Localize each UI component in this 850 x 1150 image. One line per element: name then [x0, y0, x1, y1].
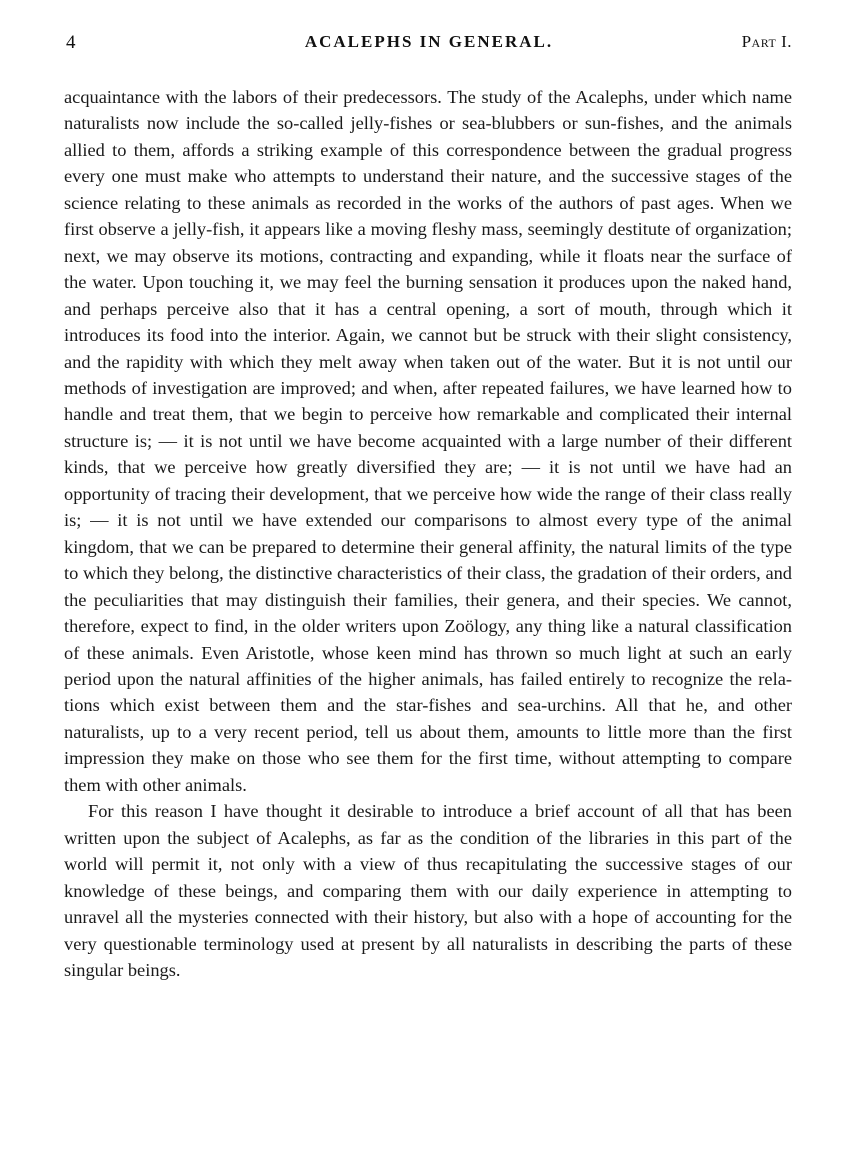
page-number: 4	[66, 32, 76, 53]
paragraph-continued: acquaintance with the labors of their predecessors. The study of the Acalephs, under which name naturalists now include the so-called jelly-fishes or sea-blubbers or sun-fishes, and the animals allied to them, affords a striking example of this correspondence between the gradual progress every one must make who attempts to understand their nature, and the successive stages of the science relating to these animals as recorded in the works of the authors of past ages. When we first observe a jelly-fish, it appears like a moving fleshy mass, seemingly destitute of organization; next, we may observe its motions, contracting and expanding, while it floats near the surface of the water. Upon touching it, we may feel the burning sensation it produces upon the naked hand, and perhaps perceive also that it has a central opening, a sort of mouth, through which it introduces its food into the interior. Again, we cannot but be struck with their slight consistency, and the rapidity with which they melt away when taken out of the water. But it is not until our methods of investigation are improved; and when, after repeated failures, we have learned how to handle and treat them, that we begin to perceive how remarkable and complicated their internal structure is; — it is not until we have become acquainted with a large number of their different kinds, that we perceive how greatly diversified they are; — it is not until we have had an opportunity of tracing their development, that we perceive how wide the range of their class really is; — it is not until we have extended our comparisons to almost every type of the animal kingdom, that we can be prepared to determine their general affinity, the natural limits of the type to which they belong, the distinctive characteristics of their class, the gradation of their orders, and the peculiarities that may distinguish their families, their genera, and their species. We cannot, therefore, expect to find, in the older writers upon Zoölogy, any thing like a natural classification of these animals. Even Aristotle, whose keen mind has thrown so much light at such an early period upon the natural affinities of the higher animals, has failed entirely to recognize the relations which exist between them and the star-fishes and sea-urchins. All that he, and other naturalists, up to a very recent period, tell us about them, amounts to little more than the first impression they make on those who see them for the first time, without attempting to compare them with other animals.	[64, 87, 792, 795]
paragraph: For this reason I have thought it desirable to introduce a brief account of all that has been written upon the subject of Acalephs, as far as the condition of the libraries in this part of the world will permit it, not only with a view of thus recapitulating the successive stages of our knowledge of these beings, and comparing them with our daily experience in attempting to unravel all the mysteries connected with their history, but also with a hope of accounting for the very questionable terminology used at present by all naturalists in describing the parts of these singular beings.	[64, 801, 792, 980]
part-label: Part I.	[741, 32, 792, 51]
chapter-title: ACALEPHS IN GENERAL.	[304, 32, 554, 51]
running-head	[66, 32, 792, 58]
body-text	[64, 84, 792, 983]
